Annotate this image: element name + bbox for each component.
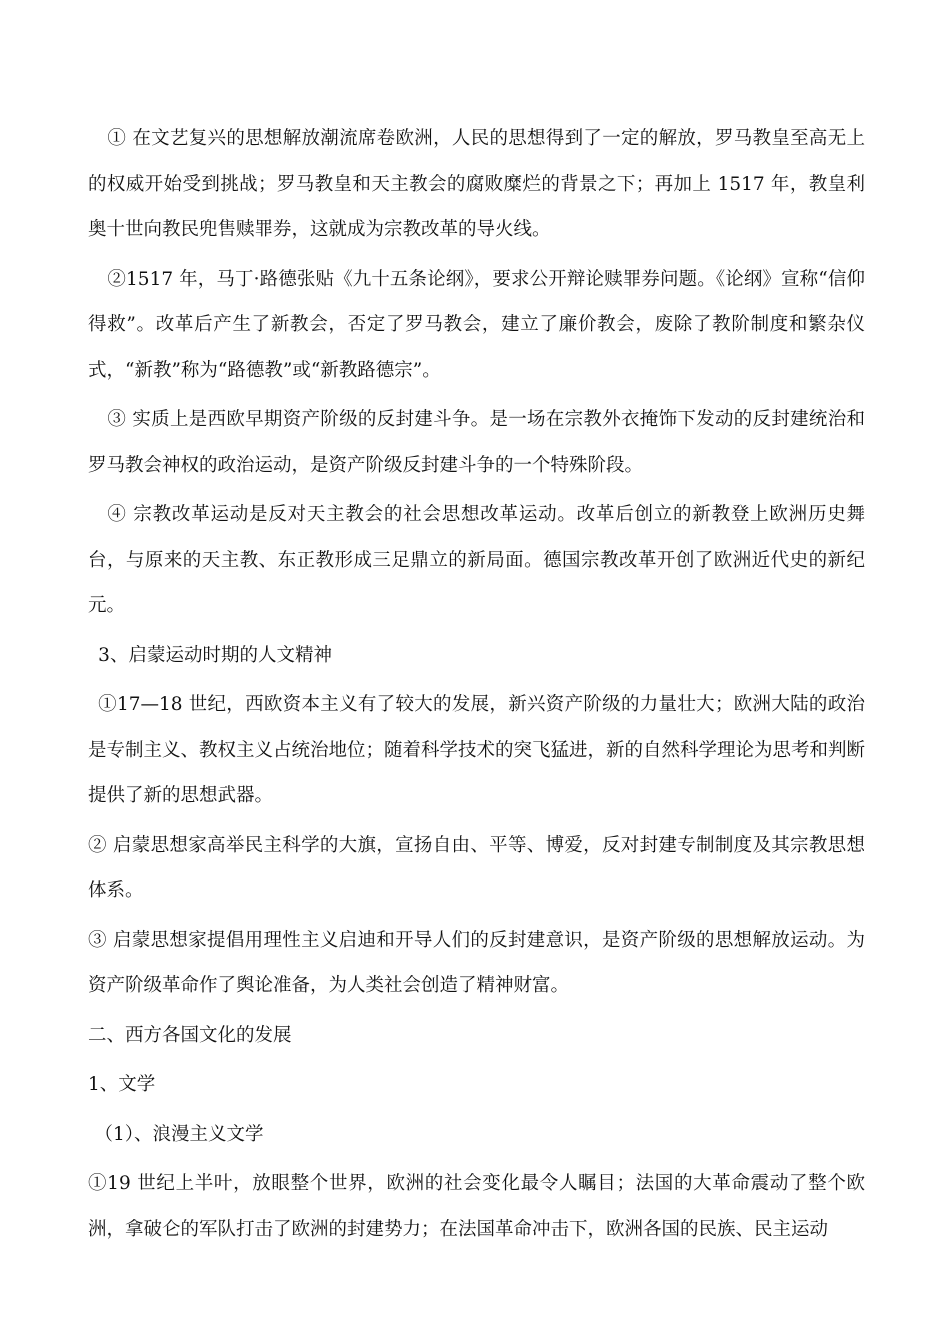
paragraph-enlightenment-background: ①17—18 世纪，西欧资本主义有了较大的发展，新兴资产阶级的力量壮大；欧洲大陆的政治是专制主义、教权主义占统治地位；随着科学技术的突飞猛进，新的自然科学理论为思考和判断提供了新的思想武器。 [88, 694, 866, 806]
paragraph-reformation-essence: ③ 实质上是西欧早期资产阶级的反封建斗争。是一场在宗教外衣掩饰下发动的反封建统治和罗马教会神权的政治运动，是资产阶级反封建斗争的一个特殊阶段。 [88, 409, 865, 476]
paragraph-romanticism-background: ①19 世纪上半叶，放眼整个世界，欧洲的社会变化最令人瞩目；法国的大革命震动了整个欧洲，拿破仑的军队打击了欧洲的封建势力；在法国革命冲击下，欧洲各国的民族、民主运动 [88, 1173, 865, 1240]
section-heading-enlightenment: 3、启蒙运动时期的人文精神 [98, 644, 332, 666]
section-heading-literature: 1、文学 [88, 1074, 156, 1095]
paragraph-reformation-cause: ① 在文艺复兴的思想解放潮流席卷欧洲，人民的思想得到了一定的解放，罗马教皇至高无上的权威开始受到挑战；罗马教皇和天主教会的腐败糜烂的背景之下；再加上 1517 年，教皇利奥十世向教民兜售赎罪券，这就成为宗教改革的导火线。 [88, 128, 865, 240]
paragraph-enlightenment-ideas: ② 启蒙思想家高举民主科学的大旗，宣扬自由、平等、博爱，反对封建专制制度及其宗教思想体系。 [88, 834, 865, 901]
document-body [88, 116, 865, 1252]
paragraph-reformation-significance: ④ 宗教改革运动是反对天主教会的社会思想改革运动。改革后创立的新教登上欧洲历史舞台，与原来的天主教、东正教形成三足鼎立的新局面。德国宗教改革开创了欧洲近代史的新纪元。 [88, 504, 865, 616]
section-heading-romanticism: （1）、浪漫主义文学 [94, 1123, 264, 1145]
section-heading-western-culture: 二、西方各国文化的发展 [88, 1024, 292, 1046]
paragraph-enlightenment-rationalism: ③ 启蒙思想家提倡用理性主义启迪和开导人们的反封建意识，是资产阶级的思想解放运动。为资产阶级革命作了舆论准备，为人类社会创造了精神财富。 [88, 929, 865, 996]
paragraph-luther-theses: ②1517 年，马丁·路德张贴《九十五条论纲》，要求公开辩论赎罪券问题。《论纲》宣称“信仰得救”。改革后产生了新教会，否定了罗马教会，建立了廉价教会，废除了教阶制度和繁杂仪式，“新教”称为“路德教”或“新教路德宗”。 [88, 268, 865, 381]
